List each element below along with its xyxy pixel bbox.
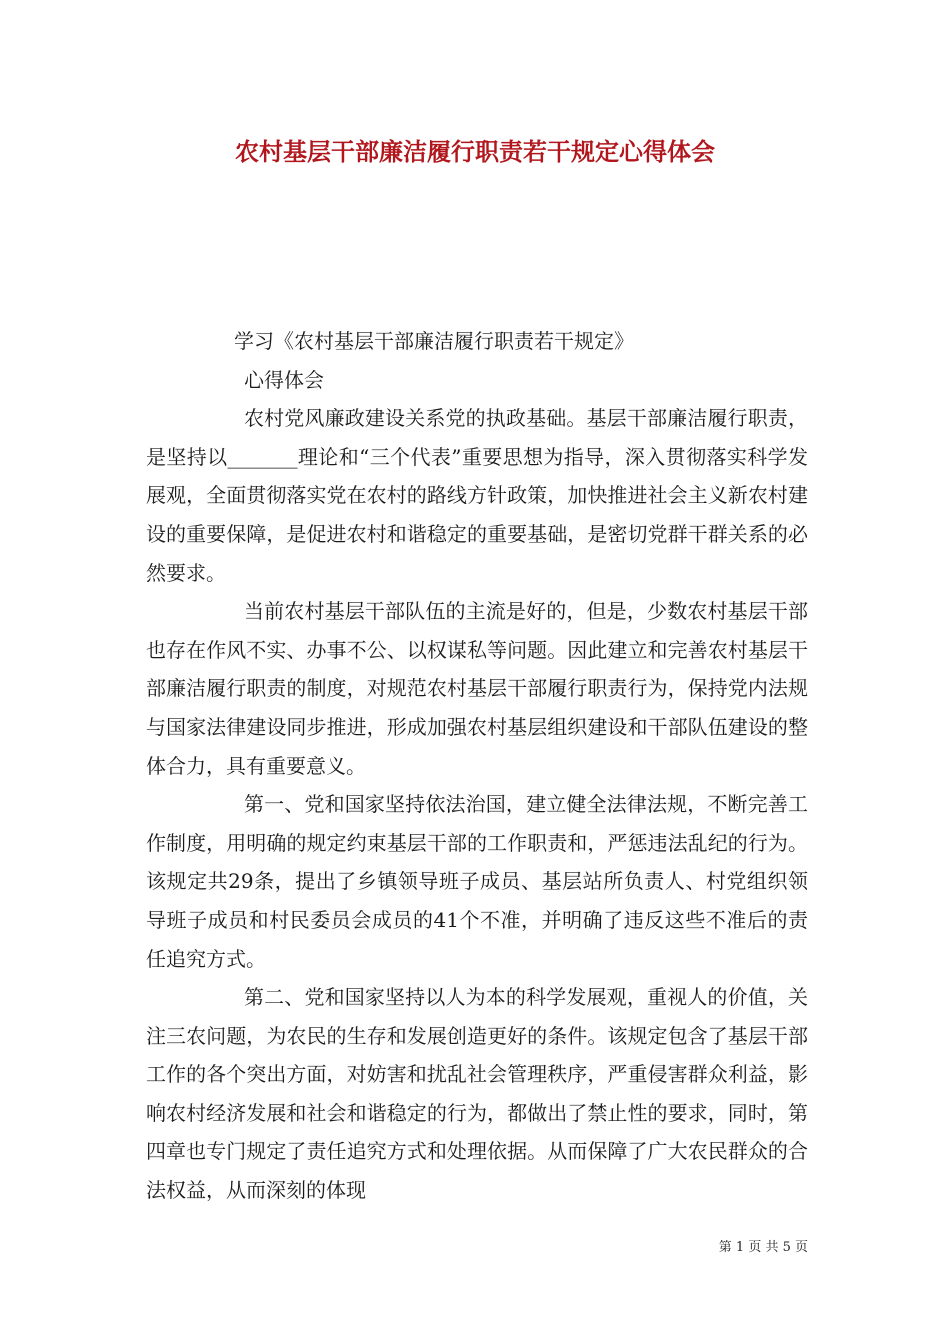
paragraph-2: 当前农村基层干部队伍的主流是好的，但是，少数农村基层干部也存在作风不实、办事不公、以权谋私等问题。因此建立和完善农村基层干部廉洁履行职责的制度，对规范农村基层干部履行职责行为，保持党内法规与国家法律建设同步推进，形成加强农村基层组织建设和干部队伍建设的整体合力，具有重要意义。	[146, 599, 808, 778]
document-body	[146, 322, 808, 1210]
paragraph-1: 农村党风廉政建设关系党的执政基础。基层干部廉洁履行职责，是坚持以_______理论和“三个代表”重要思想为指导，深入贯彻落实科学发展观，全面贯彻落实党在农村的路线方针政策，加快推进社会主义新农村建设的重要保障，是促进农村和谐稳定的重要基础，是密切党群干群关系的必然要求。	[146, 406, 808, 585]
subtitle-line-2: 心得体会	[244, 367, 324, 392]
paragraph-4: 第二、党和国家坚持以人为本的科学发展观，重视人的价值，关注三农问题，为农民的生存和发展创造更好的条件。该规定包含了基层干部工作的各个突出方面，对妨害和扰乱社会管理秩序，严重侵害群众利益，影响农村经济发展和社会和谐稳定的行为，都做出了禁止性的要求，同时，第四章也专门规定了责任追究方式和处理依据。从而保障了广大农民群众的合法权益，从而深刻的体现	[146, 985, 808, 1203]
page-number: 第 1 页 共 5 页	[718, 1240, 808, 1255]
document-title: 农村基层干部廉洁履行职责若干规定心得体会	[235, 137, 715, 166]
paragraph-3: 第一、党和国家坚持依法治国，建立健全法律法规，不断完善工作制度，用明确的规定约束基层干部的工作职责和，严惩违法乱纪的行为。该规定共29条，提出了乡镇领导班子成员、基层站所负责人、村党组织领导班子成员和村民委员会成员的41个不准，并明确了违反这些不准后的责任追究方式。	[146, 792, 808, 971]
subtitle-line-1: 学习《农村基层干部廉洁履行职责若干规定》	[234, 329, 634, 353]
